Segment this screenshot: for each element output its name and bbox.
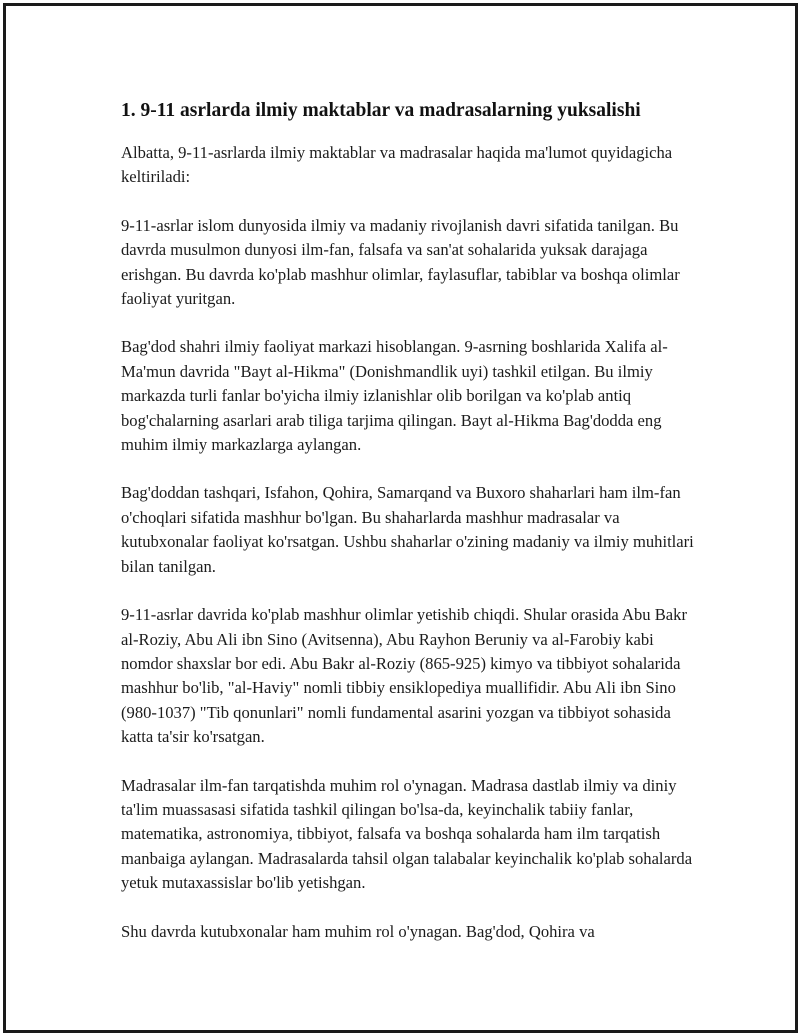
- paragraph-overview: 9-11-asrlar islom dunyosida ilmiy va madaniy rivojlanish davri sifatida tanilgan. Bu davrda musulmon dunyosi ilm-fan, falsafa va san'at sohalarida yuksak darajaga erishgan. Bu davrda ko'plab mashhur olimlar, faylasuflar, tabiblar va boshqa olimlar faoliyat yuritgan.: [121, 215, 680, 309]
- paragraph-libraries: Shu davrda kutubxonalar ham muhim rol o'ynagan. Bag'dod, Qohira va: [121, 921, 595, 941]
- paragraph-madrasas: Madrasalar ilm-fan tarqatishda muhim rol o'ynagan. Madrasa dastlab ilmiy va diniy ta'lim muassasasi sifatida tashkil qilingan bo'lsa-da, keyinchalik tabiiy fanlar, matematika, astronomiya, tibbiyot, falsafa va boshqa sohalarda ham ilm tarqatish manbaiga aylangan. Madrasalarda tahsil olgan talabalar keyinchalik ko'plab sohalarda yetuk mutaxassislar bo'lib yetishgan.: [121, 775, 693, 893]
- document-body: [121, 98, 701, 968]
- paragraph-intro: Albatta, 9-11-asrlarda ilmiy maktablar va madrasalar haqida ma'lumot quyidagicha keltiriladi:: [121, 143, 673, 187]
- paragraph-cities: Bag'doddan tashqari, Isfahon, Qohira, Samarqand va Buxoro shaharlari ham ilm-fan o'choqlari sifatida mashhur bo'lgan. Bu shaharlarda mashhur madrasalar va kutubxonalar faoliyat ko'rsatgan. Ushbu shaharlar o'zining madaniy va ilmiy muhitlari bilan tanilgan.: [121, 483, 694, 576]
- paragraph-scholars: 9-11-asrlar davrida ko'plab mashhur olimlar yetishib chiqdi. Shular orasida Abu Bakr al-Roziy, Abu Ali ibn Sino (Avitsenna), Abu Rayhon Beruniy va al-Farobiy kabi nomdor shaxslar bor edi. Abu Bakr al-Roziy (865-925) kimyo va tibbiyot sohalarida mashhur bo'lib, "al-Haviy" nomli tibbiy ensiklopediya muallifidir. Abu Ali ibn Sino (980-1037) "Tib qonunlari" nomli fundamental asarini yozgan va tibbiyot sohasida katta ta'sir ko'rsatgan.: [121, 605, 687, 747]
- paragraph-baghdad: Bag'dod shahri ilmiy faoliyat markazi hisoblangan. 9-asrning boshlarida Xalifa al-Ma'mun davrida "Bayt al-Hikma" (Donishmandlik uyi) tashkil etilgan. Bu ilmiy markazda turli fanlar bo'yicha ilmiy izlanishlar olib borilgan va ko'plab antiq bog'chalarning asarlari arab tiliga tarjima qilingan. Bayt al-Hikma Bag'dodda eng muhim ilmiy markazlarga aylangan.: [121, 337, 668, 455]
- page-frame: [3, 3, 798, 1033]
- document-title: 1. 9-11 asrlarda ilmiy maktablar va madrasalarning yuksalishi: [121, 100, 641, 121]
